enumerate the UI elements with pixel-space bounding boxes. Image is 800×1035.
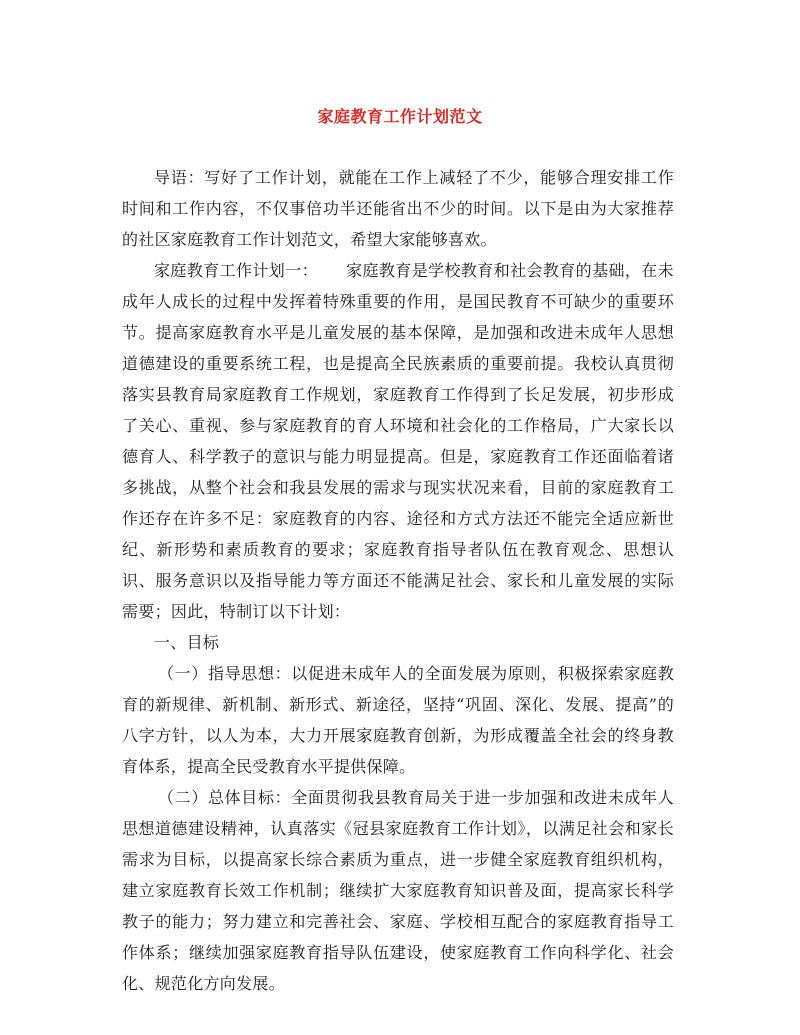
guiding-thought-paragraph: （一）指导思想：以促进未成年人的全面发展为原则，积极探索家庭教育的新规律、新机制、新形式、新途径，坚持“巩固、深化、发展、提高”的八字方针，以人为本，大力开展家庭教育创新，为形成覆盖全社会的终身教育体系，提高全民受教育水平提供保障。 xyxy=(122,664,674,776)
plan-one-label: 家庭教育工作计划一： xyxy=(154,261,318,280)
plan-one-body: 家庭教育是学校教育和社会教育的基础，在未成年人成长的过程中发挥着特殊重要的作用，是国民教育不可缺少的重要环节。提高家庭教育水平是儿童发展的基本保障，是加强和改进未成年人思想道德建设的重要系统工程，也是提高全民族素质的重要前提。我校认真贯彻落实县教育局家庭教育工作规划，家庭教育工作得到了长足发展，初步形成了关心、重视、参与家庭教育的育人环境和社会化的工作格局，广大家长以德育人、科学教子的意识与能力明显提高。但是，家庭教育工作还面临着诸多挑战，从整个社会和我县发展的需求与现实状况来看，目前的家庭教育工作还存在许多不足：家庭教育的内容、途径和方式方法还不能完全适应新世纪、新形势和素质教育的要求；家庭教育指导者队伍在教育观念、思想认识、服务意识以及指导能力等方面还不能满足社会、家长和儿童发展的实际需要；因此，特制订以下计划： xyxy=(122,261,674,621)
document-title: 家庭教育工作计划范文 xyxy=(317,107,483,126)
document-body xyxy=(122,162,674,999)
section-heading-goals: 一、目标 xyxy=(154,633,220,652)
intro-paragraph: 导语：写好了工作计划，就能在工作上减轻了不少，能够合理安排工作时间和工作内容，不仅事倍功半还能省出不少的时间。以下是由为大家推荐的社区家庭教育工作计划范文，希望大家能够喜欢。 xyxy=(122,168,674,249)
overall-goal-paragraph: （二）总体目标：全面贯彻我县教育局关于进一步加强和改进未成年人思想道德建设精神，认真落实《冠县家庭教育工作计划》，以满足社会和家长需求为目标，以提高家长综合素质为重点，进一步健全家庭教育组织机构，建立家庭教育长效工作机制；继续扩大家庭教育知识普及面，提高家长科学教子的能力；努力建立和完善社会、家庭、学校相互配合的家庭教育指导工作体系；继续加强家庭教育指导队伍建设，使家庭教育工作向科学化、社会化、规范化方向发展。 xyxy=(122,788,674,993)
plan-one-paragraph xyxy=(122,255,674,627)
